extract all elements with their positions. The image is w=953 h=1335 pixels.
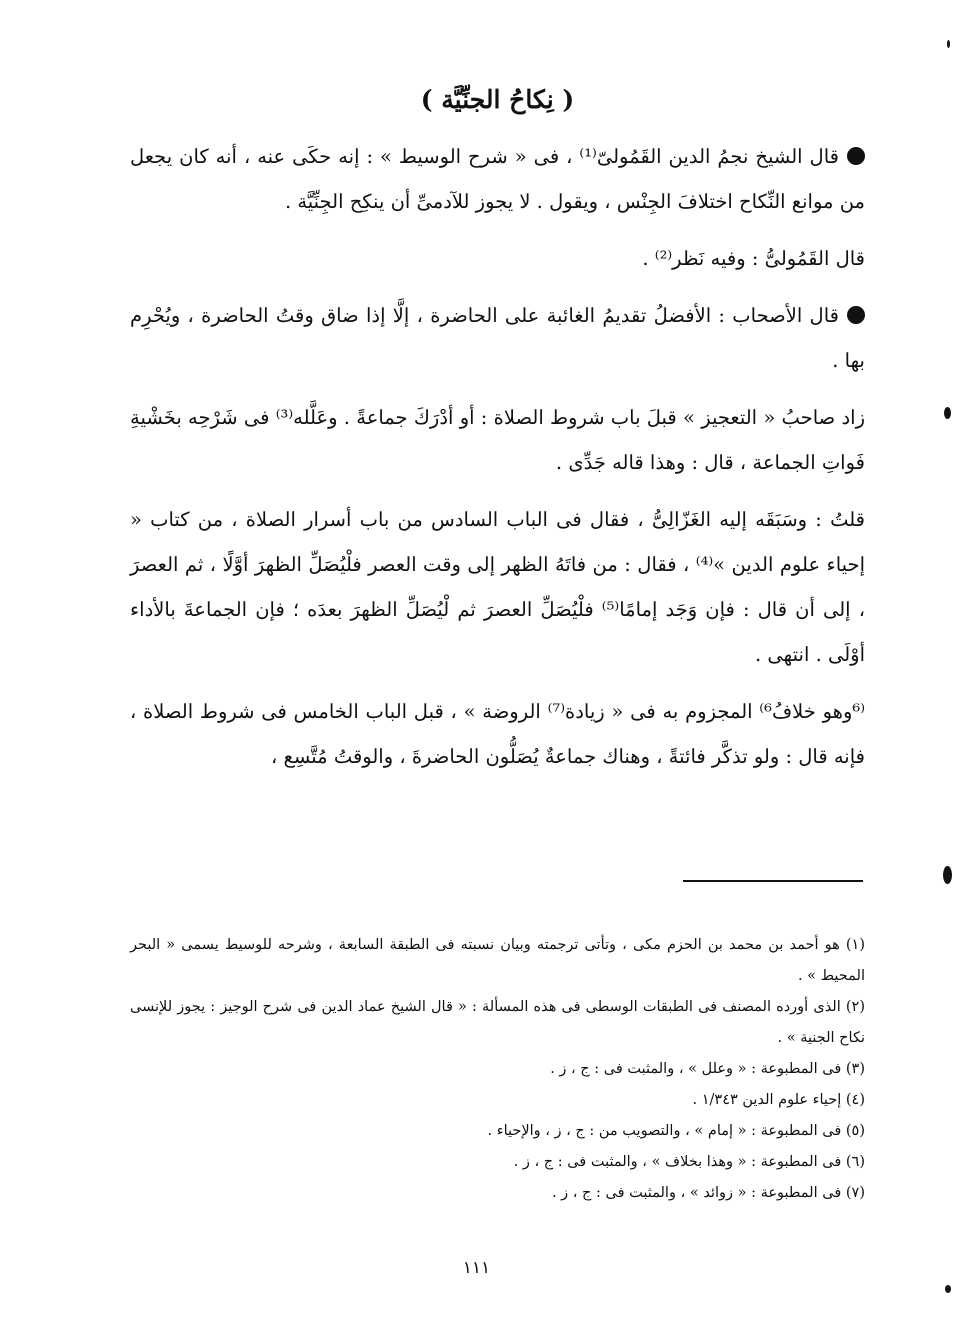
paragraph (130, 293, 865, 383)
paragraph (130, 497, 865, 677)
paragraph-text: ⁽⁶وهو خلافُ⁶⁾ المجزوم به فى « زيادة⁽⁷⁾ الروضة » ، قبل الباب الخامس فى شروط الصلاة ، فإنه قال : ولو تذكَّر فائتةً ، وهناك جماعةٌ يُصَلُّون الحاضرةَ ، والوقتُ مُتَّسِع ، (130, 700, 865, 768)
scan-mark (943, 866, 952, 884)
page-number: ١١١ (462, 1258, 491, 1278)
footnotes (130, 930, 865, 1209)
bullet-icon (847, 147, 865, 165)
paragraph-text: قال الشيخ نجمُ الدين القَمُولىّ⁽¹⁾ ، فى « شرح الوسيط » : إنه حكَى عنه ، أنه كان يجعل من موانع النِّكاح اختلافَ الجِنْس ، ويقول . لا يجوز للآدمىِّ أن ينكِح الجِنِّيَّة . (130, 145, 865, 213)
paragraph (130, 236, 865, 281)
page-title: ( نِكاحُ الجنِّيَّة ) (420, 85, 575, 114)
paragraph-text: قال القَمُولىُّ : وفيه نَظر⁽²⁾ . (642, 247, 865, 270)
footnote-separator (683, 880, 863, 882)
footnote: (١) هو أحمد بن محمد بن الحزم مكى ، وتأتى ترجمته وبيان نسبته فى الطبقة السابعة ، وشرحه للوسيط يسمى « البحر المحيط » . (130, 937, 865, 984)
paragraph-text: قال الأصحاب : الأفضلُ تقديمُ الغائبة على الحاضرة ، إلَّا إذا ضاق وقتُ الحاضرة ، ويُحْرِم بها . (130, 304, 865, 372)
paragraph (130, 395, 865, 485)
bullet-icon (847, 306, 865, 324)
main-text (130, 134, 865, 779)
footnote: (٤) إحياء علوم الدين ١/٣٤٣ . (692, 1092, 865, 1108)
footnote: (٦) فى المطبوعة : « وهذا بخلاف » ، والمثبت فى : ج ، ز . (513, 1154, 865, 1170)
paragraph (130, 134, 865, 224)
scan-mark (944, 407, 951, 419)
paragraph-text: زاد صاحبُ « التعجيز » قبلَ باب شروط الصلاة : أو أدْرَكَ جماعةً . وعَلَّله⁽³⁾ فى شَرْحِه بخَشْيةِ فَواتِ الجماعة ، قال : وهذا قاله جَدِّى . (130, 406, 865, 474)
page-body (130, 78, 865, 791)
scan-mark (945, 1285, 951, 1293)
footnote: (٥) فى المطبوعة : « إمام » ، والتصويب من : ج ، ز ، والإحياء . (487, 1123, 865, 1139)
footnote: (٢) الذى أورده المصنف فى الطبقات الوسطى فى هذه المسألة : « قال الشيخ عماد الدين فى شرح الوجيز : يجوز للإنسى نكاح الجنية » . (130, 999, 865, 1046)
footnote: (٣) فى المطبوعة : « وعلل » ، والمثبت فى : ج ، ز . (550, 1061, 865, 1077)
paragraph (130, 689, 865, 779)
scan-mark (947, 40, 950, 48)
paragraph-text: قلتُ : وسَبَقَه إليه الغَزّالِىُّ ، فقال فى الباب السادس من باب أسرار الصلاة ، من كتاب « إحياء علوم الدين »⁽⁴⁾ ، فقال : من فاتَهُ الظهر إلى وقت العصر فلْيُصَلِّ الظهرَ أوَّلًا ، ثم العصرَ ، إلى أن قال : فإن وَجَد إمامًا⁽⁵⁾ فلْيُصَلِّ العصرَ ثم لْيُصَلِّ الظهرَ بعدَه ؛ فإن الجماعةَ بالأداء أوْلَى . انتهى . (130, 508, 866, 666)
footnote: (٧) فى المطبوعة : « زوائد » ، والمثبت فى : ج ، ز . (551, 1185, 865, 1201)
